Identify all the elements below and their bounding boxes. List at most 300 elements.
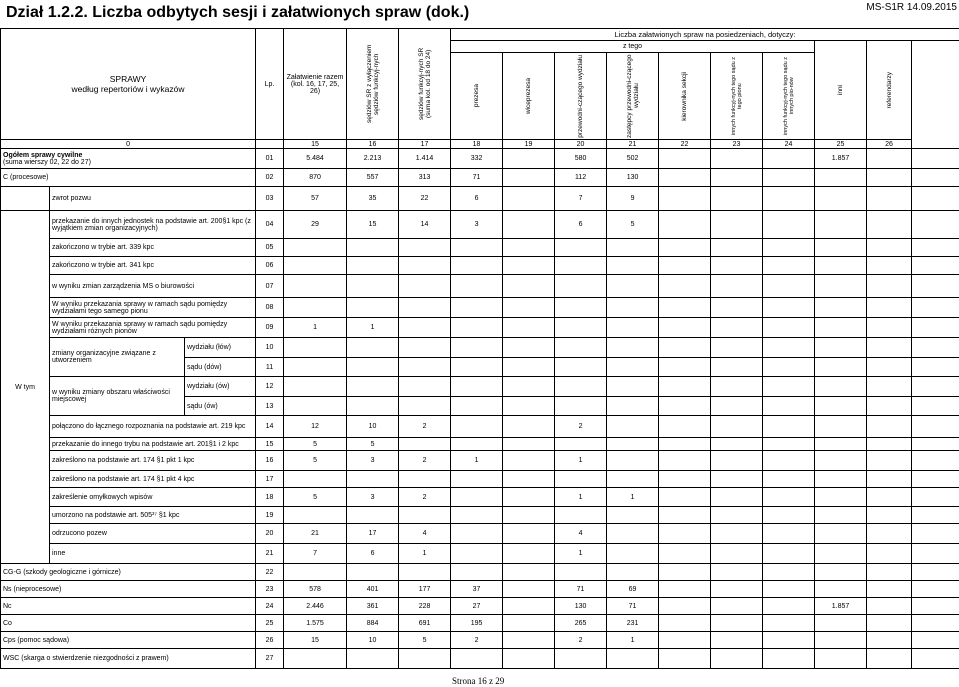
header-wiceprezesa-text: wiceprezesa xyxy=(525,77,533,115)
value-cell xyxy=(451,397,503,416)
value-cell xyxy=(763,211,815,239)
value-cell xyxy=(503,239,555,257)
value-cell: 1 xyxy=(284,318,347,338)
value-cell xyxy=(555,239,607,257)
value-cell xyxy=(815,239,867,257)
value-cell xyxy=(451,488,503,507)
value-cell xyxy=(503,544,555,564)
value-cell: 691 xyxy=(399,615,451,632)
value-cell xyxy=(451,338,503,358)
value-cell xyxy=(815,544,867,564)
value-cell xyxy=(711,507,763,524)
header-sedziow-sr xyxy=(347,29,399,140)
value-cell xyxy=(399,275,451,298)
value-cell xyxy=(815,438,867,451)
row-label: zmiany organizacyjne związane z utworzeniem xyxy=(50,338,185,377)
header-sedziow-sr-text: sędziów SR z wyłączeniem sędziów funkcyj-nych xyxy=(365,44,380,124)
value-cell xyxy=(815,416,867,438)
value-cell xyxy=(451,416,503,438)
value-cell xyxy=(451,438,503,451)
value-cell: 130 xyxy=(607,169,659,187)
value-cell xyxy=(399,239,451,257)
row-label: odrzucono pozew xyxy=(50,524,256,544)
value-cell xyxy=(815,615,867,632)
value-cell xyxy=(503,632,555,649)
value-cell: 15 xyxy=(284,632,347,649)
value-cell xyxy=(607,338,659,358)
value-cell xyxy=(503,524,555,544)
value-cell xyxy=(555,318,607,338)
value-cell: 578 xyxy=(284,581,347,598)
value-cell xyxy=(555,564,607,581)
value-cell xyxy=(399,397,451,416)
value-cell xyxy=(711,564,763,581)
value-cell xyxy=(503,397,555,416)
value-cell xyxy=(763,471,815,488)
colnum-0: 0 xyxy=(1,140,256,149)
value-cell: 57 xyxy=(284,187,347,211)
value-cell xyxy=(503,438,555,451)
value-cell-extra xyxy=(867,524,912,544)
value-cell: 12 xyxy=(284,416,347,438)
value-cell xyxy=(607,275,659,298)
header-przewodn-text: przewodni-czącego wydziału xyxy=(577,54,585,138)
value-cell: 22 xyxy=(399,187,451,211)
row-label: inne xyxy=(50,544,256,564)
table-row xyxy=(1,507,959,524)
value-cell-extra xyxy=(912,318,959,338)
row-label: w wyniku zmiany obszaru właściwości miejscowej xyxy=(50,377,185,416)
value-cell: 1 xyxy=(555,488,607,507)
value-cell xyxy=(347,275,399,298)
row-sublabel: wydziału (łów) xyxy=(185,338,256,358)
row-label: CG-G (szkody geologiczne i górnicze) xyxy=(1,564,256,581)
value-cell xyxy=(659,149,711,169)
value-cell xyxy=(711,149,763,169)
value-cell xyxy=(607,524,659,544)
value-cell-extra xyxy=(867,438,912,451)
value-cell xyxy=(347,239,399,257)
value-cell: 10 xyxy=(347,416,399,438)
table-row xyxy=(1,149,959,169)
value-cell-extra xyxy=(912,187,959,211)
value-cell: 502 xyxy=(607,149,659,169)
value-cell-extra xyxy=(912,564,959,581)
value-cell xyxy=(763,318,815,338)
value-cell: 14 xyxy=(399,211,451,239)
value-cell xyxy=(659,544,711,564)
value-cell-extra xyxy=(867,338,912,358)
value-cell xyxy=(815,488,867,507)
row-label-main: Ogółem sprawy cywilne xyxy=(3,151,83,159)
value-cell xyxy=(659,649,711,669)
value-cell xyxy=(763,275,815,298)
value-cell xyxy=(711,451,763,471)
value-cell xyxy=(451,524,503,544)
row-lp: 14 xyxy=(256,416,284,438)
value-cell xyxy=(659,397,711,416)
row-label: C (procesowe) xyxy=(1,169,256,187)
value-cell xyxy=(555,377,607,397)
value-cell xyxy=(711,544,763,564)
value-cell xyxy=(347,358,399,377)
value-cell: 6 xyxy=(451,187,503,211)
header-referendarzy-text: referendarzy xyxy=(885,71,893,109)
value-cell xyxy=(711,338,763,358)
table-row xyxy=(1,632,959,649)
value-cell: 5 xyxy=(284,451,347,471)
colnum-17: 17 xyxy=(399,140,451,149)
header-liczba: Liczba załatwionych spraw na posiedzeniach, dotyczy: xyxy=(451,29,959,41)
value-cell xyxy=(607,507,659,524)
row-lp: 09 xyxy=(256,318,284,338)
value-cell: 1 xyxy=(607,632,659,649)
value-cell-extra xyxy=(912,581,959,598)
value-cell-extra xyxy=(867,257,912,275)
table-row xyxy=(1,169,959,187)
value-cell xyxy=(451,471,503,488)
value-cell xyxy=(347,649,399,669)
row-lp: 24 xyxy=(256,598,284,615)
table-row xyxy=(1,338,959,358)
value-cell xyxy=(607,544,659,564)
value-cell xyxy=(503,471,555,488)
value-cell-extra xyxy=(912,338,959,358)
value-cell: 17 xyxy=(347,524,399,544)
value-cell xyxy=(659,632,711,649)
value-cell-extra xyxy=(912,397,959,416)
value-cell xyxy=(555,471,607,488)
header-referendarzy xyxy=(867,41,912,140)
value-cell xyxy=(451,649,503,669)
value-cell xyxy=(607,358,659,377)
value-cell xyxy=(399,649,451,669)
value-cell xyxy=(347,397,399,416)
value-cell xyxy=(607,239,659,257)
row-label: przekazanie do innego trybu na podstawie art. 201§1 i 2 kpc xyxy=(50,438,256,451)
value-cell xyxy=(284,338,347,358)
row-lp: 08 xyxy=(256,298,284,318)
value-cell xyxy=(763,581,815,598)
value-cell xyxy=(763,358,815,377)
value-cell xyxy=(284,507,347,524)
value-cell xyxy=(284,239,347,257)
value-cell: 4 xyxy=(399,524,451,544)
value-cell-extra xyxy=(912,211,959,239)
value-cell xyxy=(659,581,711,598)
colnum-26: 26 xyxy=(867,140,912,149)
value-cell: 2.213 xyxy=(347,149,399,169)
value-cell xyxy=(711,377,763,397)
value-cell xyxy=(284,377,347,397)
value-cell xyxy=(711,298,763,318)
value-cell: 1 xyxy=(399,544,451,564)
row-lp: 13 xyxy=(256,397,284,416)
value-cell xyxy=(815,298,867,318)
value-cell xyxy=(607,451,659,471)
value-cell xyxy=(815,507,867,524)
value-cell: 313 xyxy=(399,169,451,187)
row-lp: 12 xyxy=(256,377,284,397)
value-cell xyxy=(815,451,867,471)
value-cell xyxy=(503,615,555,632)
value-cell: 4 xyxy=(555,524,607,544)
row-label: WSC (skarga o stwierdzenie niezgodności z prawem) xyxy=(1,649,256,669)
value-cell xyxy=(659,275,711,298)
value-cell-extra xyxy=(912,544,959,564)
value-cell xyxy=(815,632,867,649)
value-cell xyxy=(763,187,815,211)
value-cell xyxy=(503,338,555,358)
header-sedziow-funkc-text: sędziów funkcyj-nych SR (suma kol. od 18 do 24) xyxy=(417,47,432,121)
table-row xyxy=(1,581,959,598)
header-zastepcy-text: zastępcy przewodni-czącego wydziału xyxy=(625,54,640,138)
value-cell xyxy=(503,358,555,377)
value-cell xyxy=(763,338,815,358)
value-cell xyxy=(503,507,555,524)
row-label: zakończono w trybie art. 341 kpc xyxy=(50,257,256,275)
value-cell: 27 xyxy=(451,598,503,615)
table-row xyxy=(1,598,959,615)
value-cell: 1.857 xyxy=(815,149,867,169)
value-cell xyxy=(555,298,607,318)
value-cell xyxy=(815,275,867,298)
value-cell-extra xyxy=(867,564,912,581)
value-cell-extra xyxy=(867,451,912,471)
value-cell-extra xyxy=(867,318,912,338)
value-cell xyxy=(763,488,815,507)
value-cell: 332 xyxy=(451,149,503,169)
header-prezesa xyxy=(451,53,503,140)
row-sublabel: wydziału (ów) xyxy=(185,377,256,397)
header-sprawy-title: SPRAWY xyxy=(109,74,147,84)
header-lp: Lp. xyxy=(256,29,284,140)
value-cell xyxy=(607,298,659,318)
value-cell xyxy=(284,564,347,581)
value-cell-extra xyxy=(912,169,959,187)
header-przewodn xyxy=(555,53,607,140)
value-cell-extra xyxy=(912,358,959,377)
header-kierownika xyxy=(659,53,711,140)
value-cell xyxy=(555,358,607,377)
value-cell xyxy=(659,416,711,438)
colnum-15: 15 xyxy=(284,140,347,149)
value-cell: 870 xyxy=(284,169,347,187)
value-cell: 5 xyxy=(284,488,347,507)
data-table xyxy=(0,28,959,669)
value-cell: 71 xyxy=(555,581,607,598)
value-cell xyxy=(451,298,503,318)
value-cell xyxy=(659,377,711,397)
table-row xyxy=(1,257,959,275)
value-cell: 5 xyxy=(347,438,399,451)
value-cell xyxy=(503,488,555,507)
value-cell xyxy=(711,187,763,211)
value-cell xyxy=(711,318,763,338)
value-cell xyxy=(607,397,659,416)
value-cell-extra xyxy=(867,598,912,615)
value-cell: 112 xyxy=(555,169,607,187)
header-innych-pionow-text: innych funkcyj-nych tego sądu z innych pio-nów xyxy=(782,57,795,135)
w-tym-label: W tym xyxy=(1,211,50,564)
row-label: W wyniku przekazania sprawy w ramach sądu pomiędzy wydziałami tego samego pionu xyxy=(50,298,256,318)
row-lp: 18 xyxy=(256,488,284,507)
value-cell xyxy=(451,239,503,257)
table-row xyxy=(1,187,959,211)
value-cell xyxy=(451,377,503,397)
value-cell xyxy=(763,397,815,416)
value-cell-extra xyxy=(912,377,959,397)
value-cell-extra xyxy=(867,187,912,211)
value-cell xyxy=(711,416,763,438)
value-cell xyxy=(659,438,711,451)
value-cell: 21 xyxy=(284,524,347,544)
value-cell xyxy=(763,507,815,524)
value-cell xyxy=(711,598,763,615)
row-lp: 05 xyxy=(256,239,284,257)
value-cell xyxy=(815,211,867,239)
value-cell xyxy=(607,471,659,488)
row-label: umorzono na podstawie art. 505³⁷ §1 kpc xyxy=(50,507,256,524)
value-cell xyxy=(763,544,815,564)
value-cell-extra xyxy=(867,632,912,649)
value-cell xyxy=(659,615,711,632)
value-cell xyxy=(815,471,867,488)
value-cell: 580 xyxy=(555,149,607,169)
value-cell: 71 xyxy=(607,598,659,615)
value-cell xyxy=(659,298,711,318)
value-cell xyxy=(607,564,659,581)
value-cell: 2 xyxy=(555,416,607,438)
table-row xyxy=(1,451,959,471)
value-cell xyxy=(399,338,451,358)
value-cell xyxy=(284,275,347,298)
value-cell xyxy=(607,257,659,275)
value-cell xyxy=(659,239,711,257)
header-zastepcy xyxy=(607,53,659,140)
value-cell-extra xyxy=(867,416,912,438)
row-label: Cps (pomoc sądowa) xyxy=(1,632,256,649)
row-sublabel: sądu (dów) xyxy=(185,358,256,377)
value-cell xyxy=(763,239,815,257)
value-cell xyxy=(763,149,815,169)
value-cell xyxy=(711,471,763,488)
value-cell xyxy=(451,544,503,564)
value-cell xyxy=(284,298,347,318)
table-row xyxy=(1,438,959,451)
value-cell xyxy=(347,377,399,397)
colnum-23: 23 xyxy=(711,140,763,149)
value-cell: 5 xyxy=(607,211,659,239)
table-row xyxy=(1,649,959,669)
value-cell xyxy=(503,416,555,438)
value-cell-extra xyxy=(912,471,959,488)
row-lp: 25 xyxy=(256,615,284,632)
value-cell xyxy=(711,275,763,298)
value-cell xyxy=(555,257,607,275)
value-cell xyxy=(451,564,503,581)
row-lp: 02 xyxy=(256,169,284,187)
value-cell: 130 xyxy=(555,598,607,615)
colnum-lp-blank xyxy=(256,140,284,149)
value-cell: 2 xyxy=(399,488,451,507)
row-lp: 17 xyxy=(256,471,284,488)
value-cell xyxy=(284,257,347,275)
header-zalatwienie: Załatwienie razem (kol. 16, 17, 25, 26) xyxy=(284,29,347,140)
page-footer: Strona 16 z 29 xyxy=(452,676,505,686)
value-cell: 9 xyxy=(607,187,659,211)
colnum-19: 19 xyxy=(503,140,555,149)
table-row xyxy=(1,524,959,544)
value-cell xyxy=(607,318,659,338)
row-lp: 20 xyxy=(256,524,284,544)
header-sedziow-funkc xyxy=(399,29,451,140)
value-cell: 228 xyxy=(399,598,451,615)
value-cell: 6 xyxy=(555,211,607,239)
value-cell xyxy=(659,257,711,275)
value-cell xyxy=(555,649,607,669)
value-cell xyxy=(815,649,867,669)
value-cell-extra xyxy=(912,507,959,524)
form-code: MS-S1R 14.09.2015 xyxy=(866,2,957,13)
value-cell xyxy=(711,438,763,451)
table-row xyxy=(1,471,959,488)
value-cell xyxy=(347,471,399,488)
value-cell xyxy=(503,377,555,397)
value-cell xyxy=(711,257,763,275)
value-cell-extra xyxy=(867,649,912,669)
value-cell xyxy=(815,524,867,544)
value-cell: 3 xyxy=(347,451,399,471)
value-cell xyxy=(451,318,503,338)
value-cell xyxy=(503,649,555,669)
value-cell: 71 xyxy=(451,169,503,187)
value-cell xyxy=(711,632,763,649)
header-innych-pionu-text: innych funkcyj-nych tego sądu z tego pionu xyxy=(730,57,743,135)
value-cell xyxy=(659,451,711,471)
value-cell xyxy=(711,169,763,187)
value-cell-extra xyxy=(867,239,912,257)
row-lp: 15 xyxy=(256,438,284,451)
header-inni xyxy=(815,41,867,140)
value-cell: 6 xyxy=(347,544,399,564)
value-cell xyxy=(503,257,555,275)
page-title: Dział 1.2.2. Liczba odbytych sesji i załatwionych spraw (dok.) xyxy=(6,4,470,21)
value-cell xyxy=(503,598,555,615)
value-cell xyxy=(763,615,815,632)
table-row xyxy=(1,298,959,318)
table-row xyxy=(1,416,959,438)
value-cell xyxy=(555,397,607,416)
value-cell-extra xyxy=(912,524,959,544)
value-cell-extra xyxy=(867,471,912,488)
value-cell xyxy=(815,397,867,416)
value-cell xyxy=(659,524,711,544)
value-cell: 401 xyxy=(347,581,399,598)
value-cell xyxy=(347,564,399,581)
row-label: Co xyxy=(1,615,256,632)
table-row xyxy=(1,544,959,564)
value-cell xyxy=(347,507,399,524)
value-cell xyxy=(763,377,815,397)
value-cell-extra xyxy=(867,581,912,598)
value-cell-extra xyxy=(912,598,959,615)
row-lp: 10 xyxy=(256,338,284,358)
value-cell xyxy=(555,338,607,358)
value-cell: 3 xyxy=(347,488,399,507)
row-label: zwrot pozwu xyxy=(50,187,256,211)
colnum-24: 24 xyxy=(763,140,815,149)
